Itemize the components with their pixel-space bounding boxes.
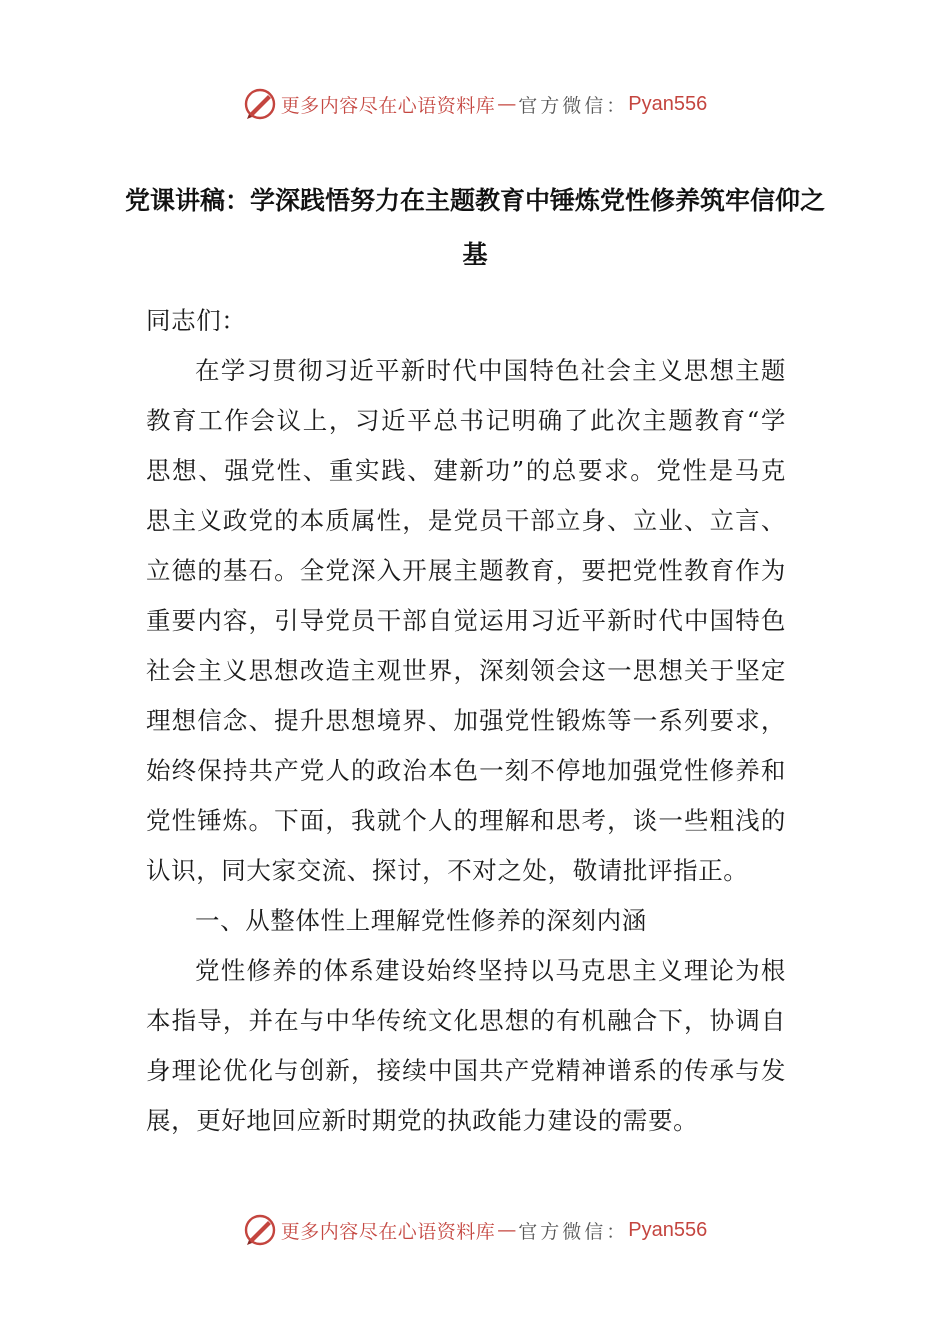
paragraph-section-1: 党性修养的体系建设始终坚持以马克思主义理论为根本指导，并在与中华传统文化思想的有机融合下，协调自身理论优化与创新，接续中国共产党精神谱系的传承与发展，更好地回应新时期党的执政能力建设的需要。 (146, 956, 786, 1135)
banner-wechat-label: 官方微信： (518, 1220, 629, 1243)
salutation: 同志们： (146, 306, 247, 335)
pen-logo-icon (243, 87, 277, 121)
pen-logo-icon (243, 1213, 277, 1247)
banner-dash: — (497, 93, 517, 115)
document-body (146, 296, 786, 1146)
section-heading: 一、从整体性上理解党性修养的深刻内涵 (195, 906, 647, 935)
paragraph-intro: 在学习贯彻习近平新时代中国特色社会主义思想主题教育工作会议上，习近平总书记明确了此次主题教育“学思想、强党性、重实践、建新功”的总要求。党性是马克思主义政党的本质属性，是党员干部立身、立业、立言、立德的基石。全党深入开展主题教育，要把党性教育作为重要内容，引导党员干部自觉运用习近平新时代中国特色社会主义思想改造主观世界，深刻领会这一思想关于坚定理想信念、提升思想境界、加强党性锻炼等一系列要求，始终保持共产党人的政治本色一刻不停地加强党性修养和党性锤炼。下面，我就个人的理解和思考，谈一些粗浅的认识，同大家交流、探讨，不对之处，敬请批评指正。 (146, 356, 786, 885)
banner-wechat-label: 官方微信： (518, 94, 629, 117)
banner-wechat-id: Pyan556 (628, 92, 708, 115)
header-banner (0, 84, 950, 124)
footer-banner (0, 1210, 950, 1250)
banner-slogan: 更多内容尽在心语资料库 (280, 94, 496, 117)
document-title: 党课讲稿：学深践悟努力在主题教育中锤炼党性修养筑牢信仰之基 (124, 186, 825, 269)
banner-dash: — (497, 1219, 517, 1241)
banner-wechat-id: Pyan556 (628, 1218, 708, 1241)
banner-slogan: 更多内容尽在心语资料库 (280, 1220, 496, 1243)
